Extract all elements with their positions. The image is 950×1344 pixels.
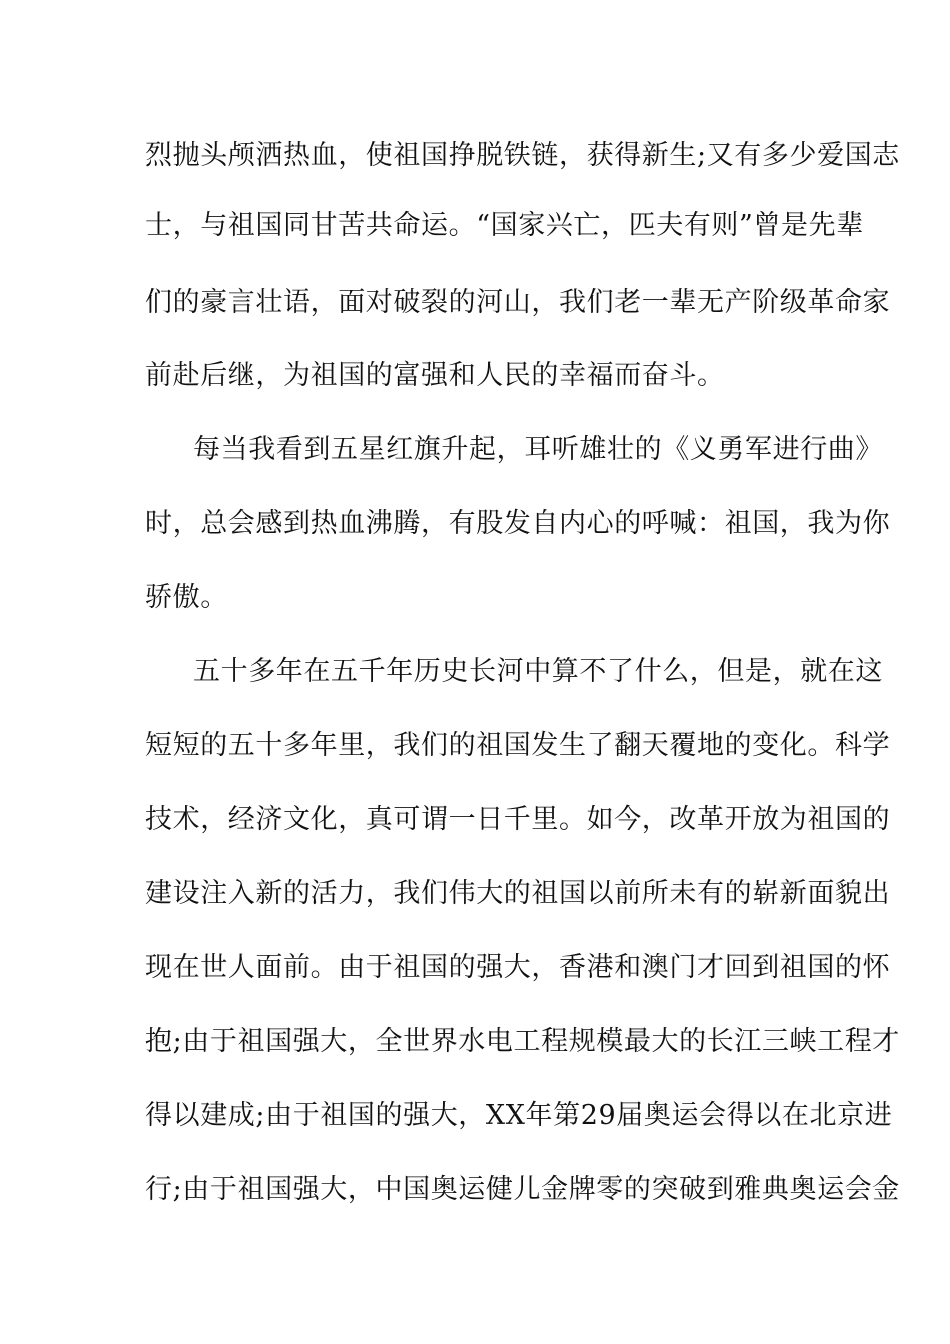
text-line-2: 士，与祖国同甘苦共命运。“国家兴亡，匹夫有则”曾是先辈 xyxy=(145,210,864,241)
paragraph-2-line-1: 每当我看到五星红旗升起，耳听雄壮的《义勇军进行曲》 xyxy=(193,434,883,465)
text-line-7: 骄傲。 xyxy=(145,582,228,613)
paragraph-3-line-1: 五十多年在五千年历史长河中算不了什么，但是，就在这 xyxy=(193,656,883,687)
text-line-11: 建设注入新的活力，我们伟大的祖国以前所未有的崭新面貌出 xyxy=(145,878,891,909)
text-line-6: 时，总会感到热血沸腾，有股发自内心的呼喊：祖国，我为你 xyxy=(145,508,891,539)
text-line-9: 短短的五十多年里，我们的祖国发生了翻天覆地的变化。科学 xyxy=(145,730,891,761)
text-line-14: 得以建成;由于祖国的强大，XX年第29届奥运会得以在北京进 xyxy=(145,1100,893,1131)
text-line-10: 技术，经济文化，真可谓一日千里。如今，改革开放为祖国的 xyxy=(145,804,891,835)
text-line-15: 行;由于祖国强大，中国奥运健儿金牌零的突破到雅典奥运会金 xyxy=(145,1174,900,1205)
text-line-12: 现在世人面前。由于祖国的强大，香港和澳门才回到祖国的怀 xyxy=(145,952,891,983)
text-line-3: 们的豪言壮语，面对破裂的河山，我们老一辈无产阶级革命家 xyxy=(145,287,891,318)
text-line-4: 前赴后继，为祖国的富强和人民的幸福而奋斗。 xyxy=(145,360,725,391)
text-line-1: 烈抛头颅洒热血，使祖国挣脱铁链，获得新生;又有多少爱国志 xyxy=(145,140,900,171)
text-line-13: 抱;由于祖国强大，全世界水电工程规模最大的长江三峡工程才 xyxy=(145,1026,900,1057)
